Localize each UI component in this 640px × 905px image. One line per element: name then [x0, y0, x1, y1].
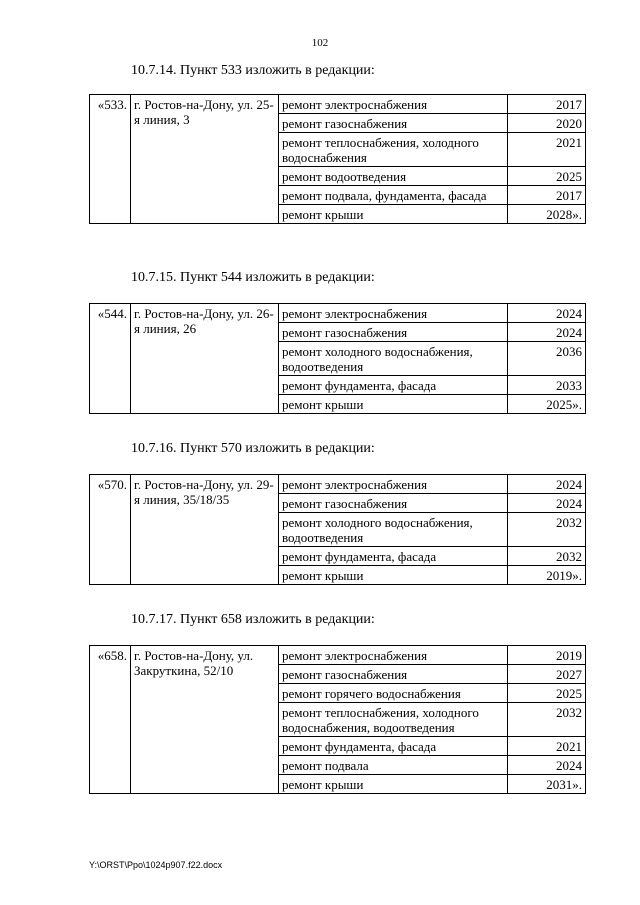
work-type: ремонт газоснабжения — [279, 323, 508, 342]
work-type: ремонт электроснабжения — [279, 304, 508, 323]
work-year: 2025 — [508, 167, 586, 186]
work-type: ремонт газоснабжения — [279, 494, 508, 513]
work-type: ремонт холодного водоснабжения, водоотведения — [279, 513, 508, 547]
table-row — [90, 646, 586, 665]
work-year: 2025». — [508, 395, 586, 414]
work-type: ремонт теплоснабжения, холодного водоснабжения — [279, 133, 508, 167]
work-type: ремонт подвала, фундамента, фасада — [279, 186, 508, 205]
amendment-table — [89, 474, 586, 585]
work-type: ремонт газоснабжения — [279, 665, 508, 684]
work-year: 2032 — [508, 513, 586, 547]
work-year: 2021 — [508, 737, 586, 756]
amendment-table — [89, 94, 586, 224]
work-type: ремонт газоснабжения — [279, 114, 508, 133]
table-row — [90, 304, 586, 323]
item-address: г. Ростов-на-Дону, ул. 29-я линия, 35/18/35 — [131, 475, 279, 585]
work-year: 2019 — [508, 646, 586, 665]
work-type: ремонт электроснабжения — [279, 475, 508, 494]
work-type: ремонт холодного водоснабжения, водоотведения — [279, 342, 508, 376]
work-year: 2025 — [508, 684, 586, 703]
item-address: г. Ростов-на-Дону, ул. Закруткина, 52/10 — [131, 646, 279, 794]
work-type: ремонт крыши — [279, 566, 508, 585]
work-year: 2024 — [508, 323, 586, 342]
work-year: 2036 — [508, 342, 586, 376]
amendment-table — [89, 303, 586, 414]
work-year: 2033 — [508, 376, 586, 395]
item-number: «658. — [90, 646, 131, 794]
work-type: ремонт электроснабжения — [279, 95, 508, 114]
item-number: «533. — [90, 95, 131, 224]
section-heading: 10.7.15. Пункт 544 изложить в редакции: — [131, 270, 375, 285]
work-type: ремонт крыши — [279, 395, 508, 414]
item-address: г. Ростов-на-Дону, ул. 26-я линия, 26 — [131, 304, 279, 414]
item-number: «544. — [90, 304, 131, 414]
section-heading: 10.7.17. Пункт 658 изложить в редакции: — [131, 612, 375, 627]
work-year: 2020 — [508, 114, 586, 133]
work-type: ремонт теплоснабжения, холодного водоснабжения, водоотведения — [279, 703, 508, 737]
work-type: ремонт водоотведения — [279, 167, 508, 186]
table-row — [90, 475, 586, 494]
work-year: 2027 — [508, 665, 586, 684]
work-year: 2032 — [508, 547, 586, 566]
work-year: 2024 — [508, 494, 586, 513]
section-heading: 10.7.16. Пункт 570 изложить в редакции: — [131, 441, 375, 456]
work-year: 2028». — [508, 205, 586, 224]
work-type: ремонт фундамента, фасада — [279, 376, 508, 395]
work-year: 2032 — [508, 703, 586, 737]
work-type: ремонт подвала — [279, 756, 508, 775]
section-heading: 10.7.14. Пункт 533 изложить в редакции: — [131, 63, 375, 78]
work-type: ремонт горячего водоснабжения — [279, 684, 508, 703]
work-year: 2017 — [508, 186, 586, 205]
work-year: 2017 — [508, 95, 586, 114]
work-type: ремонт фундамента, фасада — [279, 737, 508, 756]
work-year: 2024 — [508, 756, 586, 775]
work-year: 2024 — [508, 304, 586, 323]
work-year: 2024 — [508, 475, 586, 494]
work-type: ремонт электроснабжения — [279, 646, 508, 665]
page-number: 102 — [311, 37, 329, 49]
work-type: ремонт фундамента, фасада — [279, 547, 508, 566]
table-row — [90, 95, 586, 114]
work-year: 2019». — [508, 566, 586, 585]
work-year: 2031». — [508, 775, 586, 794]
work-year: 2021 — [508, 133, 586, 167]
amendment-table — [89, 645, 586, 794]
item-number: «570. — [90, 475, 131, 585]
document-path: Y:\ORST\Ppo\1024p907.f22.docx — [89, 860, 223, 870]
work-type: ремонт крыши — [279, 775, 508, 794]
work-type: ремонт крыши — [279, 205, 508, 224]
item-address: г. Ростов-на-Дону, ул. 25-я линия, 3 — [131, 95, 279, 224]
